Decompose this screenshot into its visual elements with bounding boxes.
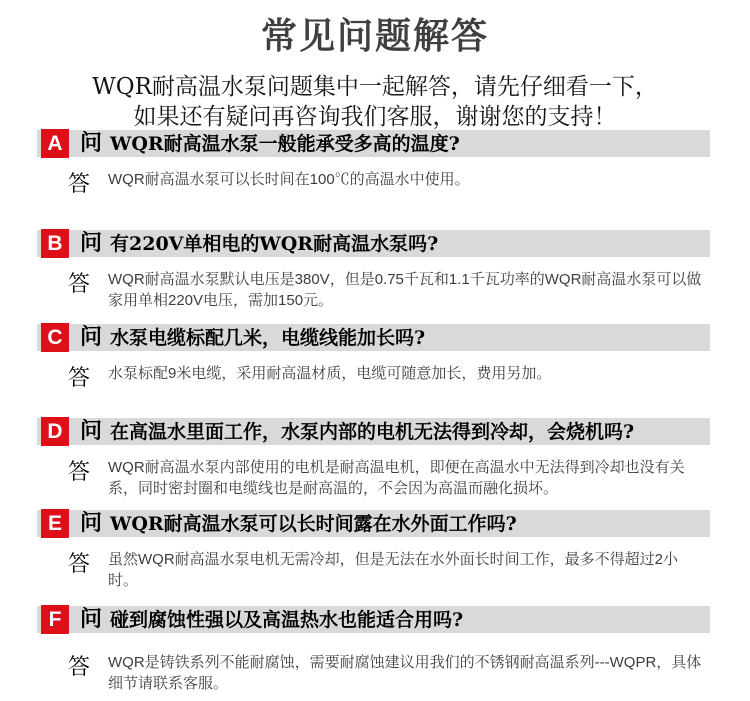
- question-bar: [37, 130, 710, 157]
- answer-marker: 答: [68, 552, 91, 577]
- page-header: [0, 0, 750, 132]
- faq-item-f: [0, 606, 750, 694]
- page-subtitle: [0, 72, 750, 132]
- answer-text: WQR耐高温水泵默认电压是380V，但是0.75千瓦和1.1千瓦功率的WQR耐高温水泵可以做家用单相220V电压，需加150元。: [108, 271, 702, 309]
- question-marker: 问: [80, 130, 103, 156]
- subtitle-line: WQR耐高温水泵问题集中一起解答，请先仔细看一下，: [92, 74, 658, 100]
- answer-marker: 答: [68, 655, 91, 680]
- faq-item-e: [0, 510, 750, 591]
- answer-marker: 答: [68, 172, 91, 197]
- answer-row: [68, 549, 704, 591]
- question-bar: [37, 230, 710, 257]
- faq-item-b: [0, 230, 750, 311]
- question-marker: 问: [80, 606, 103, 632]
- answer-row: [68, 169, 704, 197]
- answer-row: [68, 363, 704, 391]
- faq-item-a: [0, 130, 750, 197]
- faq-item-d: [0, 418, 750, 499]
- question-bar: [37, 418, 710, 445]
- answer-text: WQR耐高温水泵内部使用的电机是耐高温电机，即便在高温水中无法得到冷却也没有关系，同时密封圈和电缆线也是耐高温的，不会因为高温而融化损坏。: [108, 459, 685, 497]
- letter-badge: C: [41, 323, 69, 352]
- question-text: WQR耐高温水泵一般能承受多高的温度?: [110, 133, 460, 155]
- question-text: 水泵电缆标配几米，电缆线能加长吗?: [110, 327, 426, 349]
- question-text: 碰到腐蚀性强以及高温热水也能适合用吗?: [110, 609, 464, 631]
- subtitle-line: 如果还有疑问再咨询我们客服，谢谢您的支持！: [133, 104, 617, 130]
- question-marker: 问: [80, 324, 103, 350]
- answer-marker: 答: [68, 272, 91, 297]
- question-bar: [37, 606, 710, 633]
- letter-badge: F: [41, 605, 69, 634]
- answer-marker: 答: [68, 366, 91, 391]
- question-bar: [37, 324, 710, 351]
- question-marker: 问: [80, 510, 103, 536]
- question-marker: 问: [80, 230, 103, 256]
- answer-text: 虽然WQR耐高温水泵电机无需冷却，但是无法在水外面长时间工作，最多不得超过2小时。: [108, 551, 679, 589]
- answer-marker: 答: [68, 460, 91, 485]
- answer-text: 水泵标配9米电缆，采用耐高温材质，电缆可随意加长，费用另加。: [108, 365, 552, 382]
- letter-badge: E: [41, 509, 69, 538]
- answer-row: [68, 652, 704, 694]
- answer-row: [68, 269, 704, 311]
- answer-text: WQR是铸铁系列不能耐腐蚀，需要耐腐蚀建议用我们的不锈钢耐高温系列---WQPR，具体细节请联系客服。: [108, 654, 702, 692]
- page-title: 常见问题解答: [260, 15, 489, 57]
- question-text: 有220V单相电的WQR耐高温水泵吗?: [110, 233, 439, 255]
- answer-row: [68, 457, 704, 499]
- letter-badge: B: [41, 229, 69, 258]
- question-bar: [37, 510, 710, 537]
- question-marker: 问: [80, 418, 103, 444]
- letter-badge: D: [41, 417, 69, 446]
- question-text: 在高温水里面工作，水泵内部的电机无法得到冷却，会烧机吗?: [110, 421, 635, 443]
- question-text: WQR耐高温水泵可以长时间露在水外面工作吗?: [110, 513, 517, 535]
- answer-text: WQR耐高温水泵可以长时间在100℃的高温水中使用。: [108, 171, 470, 188]
- letter-badge: A: [41, 129, 69, 158]
- faq-item-c: [0, 324, 750, 391]
